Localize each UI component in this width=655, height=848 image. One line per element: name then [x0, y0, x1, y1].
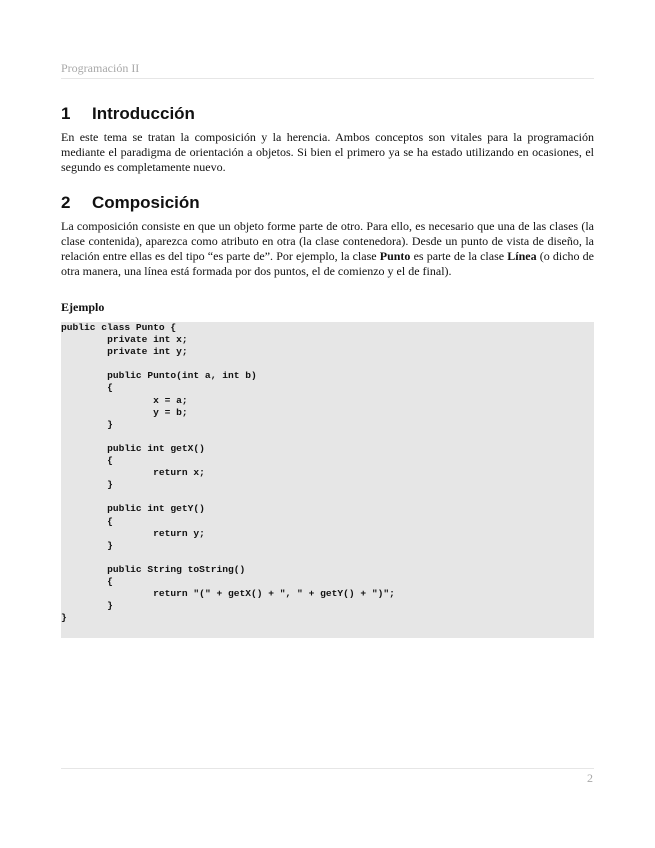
- section-title: Composición: [92, 193, 200, 212]
- code-line: private int y;: [61, 346, 188, 358]
- code-line: return y;: [61, 527, 205, 539]
- code-line: return "(" + getX() + ", " + getY() + ")";: [61, 588, 395, 600]
- paragraph-text: es parte de la clase: [410, 249, 508, 263]
- code-line: }: [61, 539, 113, 551]
- code-line: {: [61, 382, 113, 394]
- code-listing: [61, 322, 594, 624]
- section-number: 2: [61, 193, 71, 212]
- code-line: }: [61, 479, 113, 491]
- code-line: }: [61, 418, 113, 430]
- code-line: [61, 491, 594, 503]
- composition-paragraph: [61, 219, 594, 279]
- code-line: return x;: [61, 467, 205, 479]
- code-line: public int getY(): [61, 503, 205, 515]
- code-line: }: [61, 612, 67, 624]
- example-label: Ejemplo: [61, 300, 105, 314]
- code-line: public Punto(int a, int b): [61, 370, 257, 382]
- code-line: public String toString(): [61, 563, 246, 575]
- code-block: [61, 322, 594, 638]
- paragraph-text: (o dicho de otra manera, una línea está formada por dos puntos, el de comienzo y el de final).: [61, 249, 594, 278]
- section-title: Introducción: [92, 104, 195, 123]
- section-number: 1: [61, 104, 71, 123]
- intro-paragraph: En este tema se tratan la composición y la herencia. Ambos conceptos son vitales para la programación mediante el paradigma de orientación a objetos. Si bien el primero ya se ha estado utilizando en ocasiones, el segundo es completamente nuevo.: [61, 130, 594, 174]
- code-line: {: [61, 575, 113, 587]
- class-name-punto: Punto: [379, 249, 411, 263]
- code-line: private int x;: [61, 334, 188, 346]
- header-title: Programación II: [61, 61, 140, 75]
- code-line: public class Punto {: [61, 322, 177, 333]
- code-line: public int getX(): [61, 442, 205, 454]
- code-line: }: [61, 600, 113, 612]
- section-heading-intro: [61, 104, 195, 124]
- footer-divider: [61, 768, 594, 769]
- code-line: x = a;: [61, 394, 188, 406]
- class-name-linea: Línea: [507, 249, 537, 263]
- code-line: {: [61, 455, 113, 467]
- code-line: [61, 358, 594, 370]
- paragraph-text: La composición consiste en que un objeto forme parte de otro. Para ello, es necesario que una de las clases (la clase contenida), aparezca como atributo en otra (la clase contenedora). Desde un punto de vista de diseño, la relación entre ellas es del tipo “es parte de”. Por ejemplo, la clase: [61, 219, 594, 263]
- code-line: y = b;: [61, 406, 188, 418]
- page-header: [61, 61, 594, 79]
- code-line: {: [61, 515, 113, 527]
- section-heading-composition: [61, 193, 200, 213]
- code-line: [61, 431, 594, 443]
- code-line: [61, 552, 594, 564]
- page-number: 2: [587, 771, 593, 785]
